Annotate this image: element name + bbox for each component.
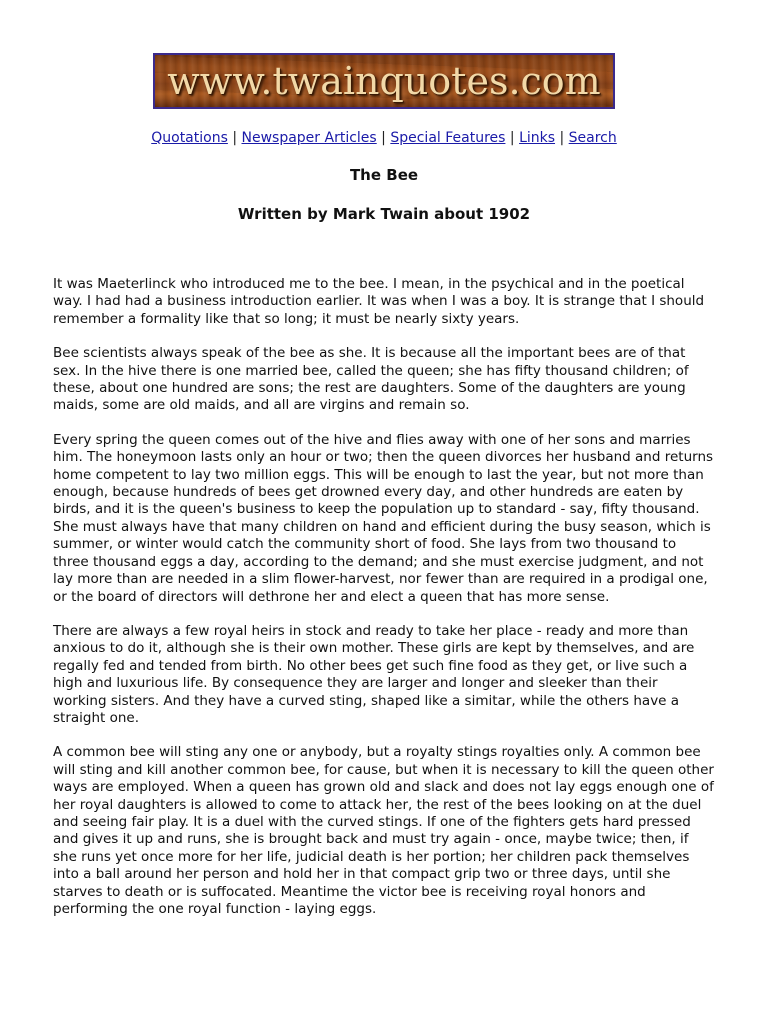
site-banner-logo[interactable] <box>153 53 615 109</box>
article-paragraph: Bee scientists always speak of the bee as she. It is because all the important bees are of that sex. In the hive there is one married bee, called the queen; she has fifty thousand children; of these, about one hundred are sons; the rest are daughters. Some of the daughters are young maids, some are old maids, and all are virgins and remain so. <box>53 345 689 414</box>
nav-link-search[interactable]: Search <box>568 130 617 146</box>
nav-link-special-features[interactable]: Special Features <box>390 130 506 146</box>
banner-logo-text: www.twainquotes.com <box>167 59 601 103</box>
nav-separator: | <box>232 130 242 146</box>
nav-separator: | <box>559 130 569 146</box>
article-body <box>53 276 715 935</box>
top-nav <box>0 129 768 147</box>
article-paragraph: There are always a few royal heirs in stock and ready to take her place - ready and more than anxious to do it, although she is their own mother. These girls are kept by themselves, and are regally fed and tended from birth. No other bees get such fine food as they get, or live such a high and luxurious life. By consequence they are larger and longer and sleeker than their working sisters. And they have a curved sting, shaped like a simitar, while the others have a straight one. <box>53 622 695 726</box>
nav-link-links[interactable]: Links <box>519 130 556 146</box>
nav-separator: | <box>509 130 520 146</box>
article-paragraph: Every spring the queen comes out of the hive and flies away with one of her sons and marries him. The honeymoon lasts only an hour or two; then the queen divorces her husband and returns home competent to lay two million eggs. This will be enough to last the year, but not more than enough, because hundreds of bees get drowned every day, and other hundreds are eaten by birds, and it is the queen's business to keep the population up to standard - say, fifty thousand. She must always have that many children on hand and efficient during the busy season, which is summer, or winter would catch the community short of food. She lays from two thousand to three thousand eggs a day, according to the demand; and she must exercise judgment, and not lay more than are needed in a slim flower-harvest, nor fewer than are required in a prodigal one, or the board of directors will dethrone her and elect a queen that has more sense. <box>53 431 714 605</box>
article-paragraph: It was Maeterlinck who introduced me to the bee. I mean, in the psychical and in the poetical way. I had had a business introduction earlier. It was when I was a boy. It is strange that I should remember a formality like that so long; it must be nearly sixty years. <box>53 276 705 327</box>
article-paragraph: A common bee will sting any one or anybody, but a royalty stings royalties only. A common bee will sting and kill another common bee, for cause, but when it is necessary to kill the queen other ways are employed. When a queen has grown old and slack and does not lay eggs enough one of her royal daughters is allowed to come to attack her, the rest of the bees looking on at the duel and seeing fair play. It is a duel with the curved stings. If one of the fighters gets hard pressed and gives it up and runs, she is brought back and must try again - once, maybe twice; then, if she runs yet once more for her life, judicial death is her portion; her children pack themselves into a ball around her person and hold her in that compact grip two or three days, until she starves to death or is suffocated. Meantime the victor bee is receiving royal honors and performing the one royal function - laying eggs. <box>53 744 714 917</box>
article-byline: Written by Mark Twain about 1902 <box>237 205 531 223</box>
nav-separator: | <box>381 130 391 146</box>
page-title: The Bee <box>349 166 419 184</box>
nav-link-quotations[interactable]: Quotations <box>151 130 228 146</box>
nav-link-newspaper-articles[interactable]: Newspaper Articles <box>241 130 377 146</box>
